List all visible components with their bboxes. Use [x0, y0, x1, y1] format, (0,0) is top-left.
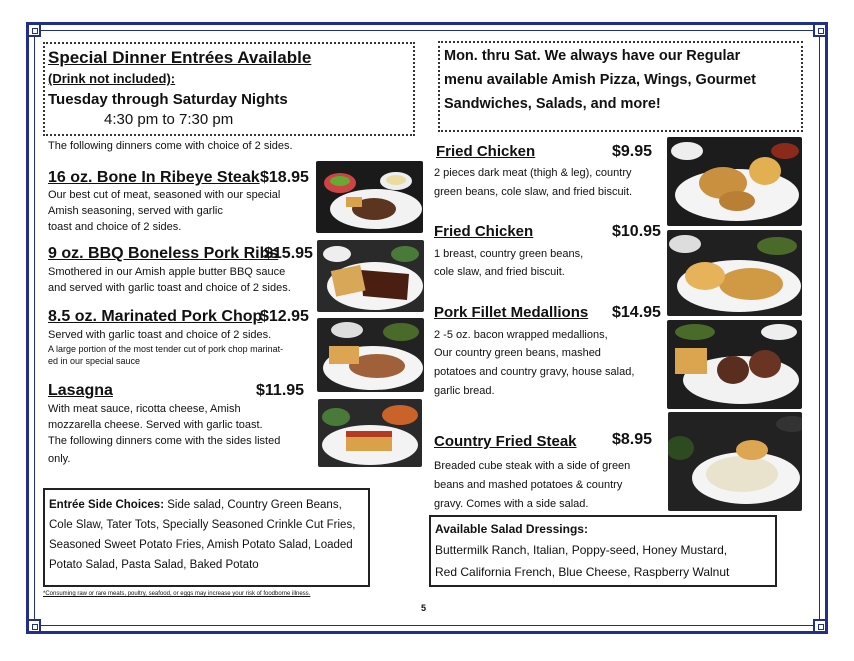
item-price: $11.95: [256, 382, 305, 399]
item-desc-line: beans and mashed potatoes & country: [434, 479, 623, 491]
item-desc-line: Served with garlic toast and choice of 2 sides.: [48, 329, 272, 341]
item-desc-line: Amish seasoning, served with garlic: [48, 205, 223, 217]
item-title: 9 oz. BBQ Boneless Pork Ribs: [48, 245, 279, 262]
side-choices-label: Entrée Side Choices:: [49, 499, 165, 511]
item-price: $12.95: [260, 308, 309, 325]
side-choices-line: Seasoned Sweet Potato Fries, Amish Potato Salad, Loaded: [49, 539, 353, 551]
bbq-ribs-photo: [317, 240, 424, 312]
drink-note: (Drink not included):: [48, 71, 176, 86]
item-desc-line: and served with garlic toast and choice of 2 sides.: [48, 282, 291, 294]
sides-intro: The following dinners come with choice of 2 sides.: [48, 140, 293, 152]
item-desc-line: gravy. Comes with a side salad.: [434, 498, 589, 510]
regular-menu-line: Mon. thru Sat. We always have our Regular: [444, 48, 741, 64]
lasagna-photo: [318, 399, 422, 467]
item-desc-line: Our best cut of meat, seasoned with our special: [48, 189, 281, 201]
dressings-line: Buttermilk Ranch, Italian, Poppy-seed, Honey Mustard,: [435, 543, 728, 557]
item-note-line: A large portion of the most tender cut of pork chop marinat-: [48, 344, 284, 354]
item-desc-line: green beans, cole slaw, and fried biscuit.: [434, 186, 633, 198]
corner-ornament: [27, 619, 41, 633]
regular-menu-line: Sandwiches, Salads, and more!: [444, 96, 661, 112]
side-choices-line: Potato Salad, Pasta Salad, Baked Potato: [49, 559, 259, 571]
item-desc-line: 2 -5 oz. bacon wrapped medallions,: [434, 329, 608, 341]
side-choices-line: [49, 495, 342, 515]
item-title: 8.5 oz. Marinated Pork Chop: [48, 308, 263, 325]
item-price: $14.95: [612, 304, 661, 321]
pork-chop-photo: [317, 318, 424, 392]
service-nights: Tuesday through Saturday Nights: [48, 91, 288, 108]
item-price: $15.95: [264, 245, 313, 262]
item-title: Lasagna: [48, 382, 113, 399]
item-desc-line: Breaded cube steak with a side of green: [434, 460, 631, 472]
item-price: $18.95: [260, 169, 309, 186]
item-price: $8.95: [612, 431, 653, 448]
item-desc-line: 1 breast, country green beans,: [434, 248, 584, 260]
service-hours: 4:30 pm to 7:30 pm: [104, 111, 234, 128]
item-desc-line: mozzarella cheese. Served with garlic toast.: [48, 419, 263, 431]
item-title: 16 oz. Bone In Ribeye Steak: [48, 169, 260, 186]
item-desc-line: potatoes and country gravy, house salad,: [434, 366, 635, 378]
side-choices-line: Cole Slaw, Tater Tots, Specially Seasoned Crinkle Cut Fries,: [49, 519, 356, 531]
item-desc-line: With meat sauce, ricotta cheese, Amish: [48, 403, 241, 415]
item-price: $9.95: [612, 143, 653, 160]
foodborne-disclaimer: *Consuming raw or rare meats, poultry, seafood, or eggs may increase your risk of foodborne illness.: [43, 591, 311, 597]
corner-ornament: [27, 23, 41, 37]
item-desc-line: 2 pieces dark meat (thigh & leg), country: [434, 167, 632, 179]
item-price: $10.95: [612, 223, 661, 240]
ribeye-steak-photo: [316, 161, 423, 233]
item-desc-line: Our country green beans, mashed: [434, 347, 601, 359]
pork-medallions-photo: [667, 320, 802, 409]
item-desc-line: Smothered in our Amish apple butter BBQ sauce: [48, 266, 286, 278]
item-title: Fried Chicken: [434, 223, 534, 240]
special-title: Special Dinner Entrées Available: [48, 48, 312, 67]
page-number: 5: [421, 603, 427, 613]
item-note-line: ed in our special sauce: [48, 356, 141, 366]
fried-chicken-breast-photo: [667, 230, 802, 316]
regular-menu-line: menu available Amish Pizza, Wings, Gourmet: [444, 72, 756, 88]
item-desc-line: toast and choice of 2 sides.: [48, 221, 182, 233]
dressings-title: Available Salad Dressings:: [435, 522, 588, 536]
fried-chicken-dark-photo: [667, 137, 802, 226]
country-fried-steak-photo: [668, 412, 802, 511]
item-title: Fried Chicken: [436, 143, 536, 160]
side-choices-text: Side salad, Country Green Beans,: [164, 499, 342, 511]
item-desc-line: only.: [48, 453, 71, 465]
dressings-line: Red California French, Blue Cheese, Raspberry Walnut: [435, 565, 730, 579]
item-title: Country Fried Steak: [434, 433, 577, 450]
item-desc-line: cole slaw, and fried biscuit.: [434, 266, 565, 278]
corner-ornament: [813, 619, 827, 633]
item-desc-line: The following dinners come with the sides listed: [48, 435, 281, 447]
item-title: Pork Fillet Medallions: [434, 304, 589, 321]
corner-ornament: [813, 23, 827, 37]
item-desc-line: garlic bread.: [434, 385, 495, 397]
